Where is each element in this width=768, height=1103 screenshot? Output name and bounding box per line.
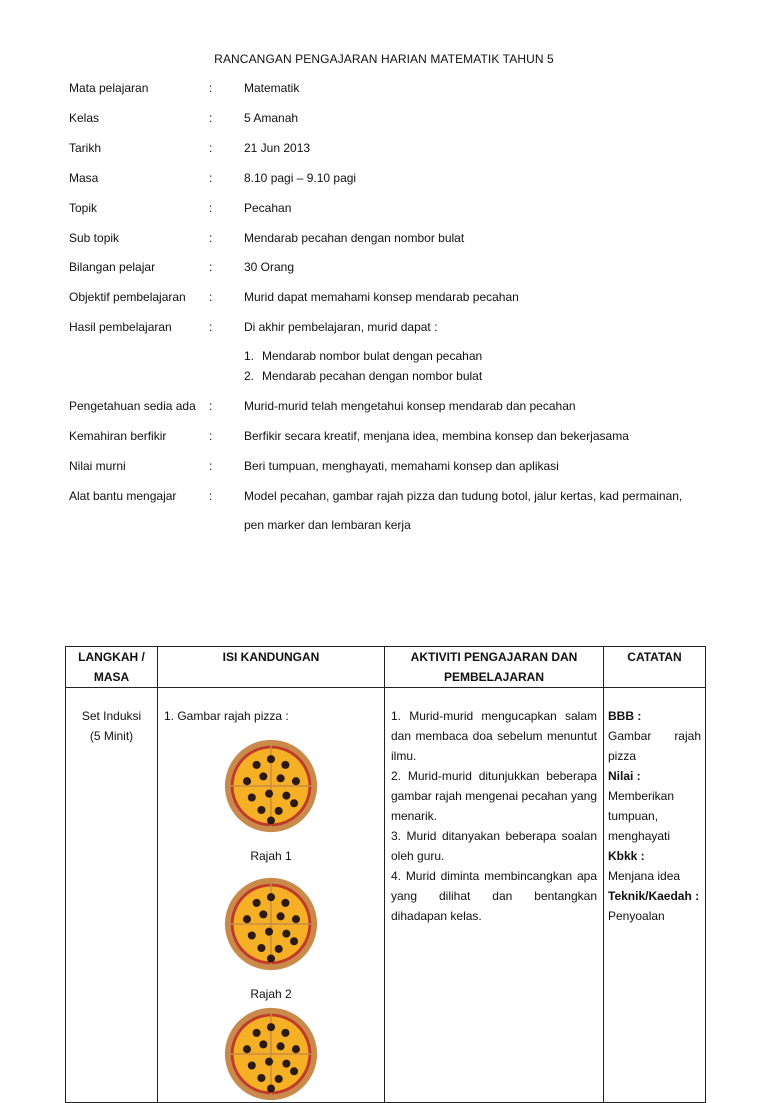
activity-item: 4. Murid diminta membincangkan apa yang dilihat dan bentangkan dihadapan kelas. — [391, 869, 597, 923]
hasil-list — [244, 347, 482, 387]
rajah-2-caption: Rajah 2 — [250, 987, 292, 1001]
info-row — [0, 139, 768, 157]
info-value: Murid-murid telah mengetahui konsep mendarab dan pecahan — [244, 399, 576, 413]
info-value: Beri tumpuan, menghayati, memahami konsep dan aplikasi — [244, 459, 559, 473]
alat-continuation-row — [0, 516, 768, 534]
info-colon: : — [209, 260, 213, 274]
info-value: 21 Jun 2013 — [244, 141, 311, 155]
info-row — [0, 229, 768, 247]
info-row — [0, 457, 768, 475]
activity-item: 3. Murid ditanyakan beberapa soalan oleh guru. — [391, 829, 597, 863]
info-row — [0, 318, 768, 336]
info-label: Alat bantu mengajar — [69, 489, 177, 503]
cell-activity — [385, 688, 604, 1103]
info-colon: : — [209, 111, 213, 125]
header-langkah: LANGKAH / MASA — [66, 647, 158, 688]
info-value: Di akhir pembelajaran, murid dapat : — [244, 320, 438, 334]
note-bbb-value: Gambar rajah — [608, 729, 701, 743]
rajah-1-caption: Rajah 1 — [250, 849, 292, 863]
info-value: Berfikir secara kreatif, menjana idea, membina konsep dan bekerjasama — [244, 429, 629, 443]
info-row — [0, 79, 768, 97]
info-row — [0, 258, 768, 276]
note-bbb-key: BBB : — [608, 709, 642, 723]
info-value: Model pecahan, gambar rajah pizza dan tudung botol, jalur kertas, kad permainan, — [244, 489, 683, 503]
list-item: 1. Mendarab nombor bulat dengan pecahan — [244, 349, 483, 363]
note-nilai-key: Nilai : — [608, 769, 641, 783]
info-row — [0, 397, 768, 415]
table-header-row — [66, 647, 706, 688]
info-colon: : — [209, 399, 213, 413]
table-row — [66, 688, 706, 1103]
info-value: 8.10 pagi – 9.10 pagi — [244, 171, 357, 185]
activity-item: 2. Murid-murid ditunjukkan beberapa gambar rajah mengenai pecahan yang menarik. — [391, 769, 597, 823]
info-label: Mata pelajaran — [69, 81, 149, 95]
info-colon: : — [209, 171, 213, 185]
info-row — [0, 109, 768, 127]
alat-continuation: pen marker dan lembaran kerja — [244, 518, 411, 532]
info-label: Nilai murni — [69, 459, 126, 473]
info-value: 30 Orang — [244, 260, 295, 274]
info-row — [0, 169, 768, 187]
info-value: Pecahan — [244, 201, 292, 215]
info-colon: : — [209, 489, 213, 503]
info-value: Mendarab pecahan dengan nombor bulat — [244, 231, 465, 245]
info-row — [0, 487, 768, 505]
pizza-figure-1 — [164, 738, 378, 834]
pizza-image-2 — [223, 876, 319, 972]
header-catatan: CATATAN — [604, 647, 706, 688]
header-aktiviti: AKTIVITI PENGAJARAN DAN PEMBELAJARAN — [385, 647, 604, 688]
note-kbkk-key: Kbkk : — [608, 849, 645, 863]
cell-content — [158, 688, 385, 1103]
page-title: RANCANGAN PENGAJARAN HARIAN MATEMATIK TAHUN 5 — [214, 52, 554, 66]
info-row — [0, 199, 768, 217]
info-label: Topik — [69, 201, 98, 215]
pizza-image-3 — [223, 1006, 319, 1102]
info-colon: : — [209, 201, 213, 215]
info-value: Matematik — [244, 81, 300, 95]
list-item: 2. Mendarab pecahan dengan nombor bulat — [244, 369, 483, 383]
info-label: Sub topik — [69, 231, 120, 245]
info-row — [0, 427, 768, 445]
pizza-figure-2 — [164, 876, 378, 972]
info-value: 5 Amanah — [244, 111, 299, 125]
info-row — [0, 288, 768, 306]
info-colon: : — [209, 459, 213, 473]
info-label: Bilangan pelajar — [69, 260, 156, 274]
info-label: Hasil pembelajaran — [69, 320, 172, 334]
info-label: Masa — [69, 171, 99, 185]
info-colon: : — [209, 81, 213, 95]
info-label: Tarikh — [69, 141, 102, 155]
activity-item: 1. Murid-murid mengucapkan salam dan membaca doa sebelum menuntut ilmu. — [391, 709, 597, 763]
info-colon: : — [209, 141, 213, 155]
info-label: Pengetahuan sedia ada — [69, 399, 196, 413]
info-colon: : — [209, 231, 213, 245]
cell-note: BBB : Gambar rajah pizza Nilai : Memberikan tumpuan, menghayati Kbkk : Menjana idea Teknik/Kaedah : Penyoalan — [604, 688, 706, 1103]
note-teknik-key: Teknik/Kaedah : — [608, 889, 700, 903]
content-heading: 1. Gambar rajah pizza : — [164, 709, 289, 723]
lesson-plan-table — [65, 646, 706, 1103]
info-colon: : — [209, 290, 213, 304]
info-label: Kemahiran berfikir — [69, 429, 167, 443]
info-colon: : — [209, 429, 213, 443]
info-colon: : — [209, 320, 213, 334]
pizza-image-1 — [223, 738, 319, 834]
header-isi-kandungan: ISI KANDUNGAN — [158, 647, 385, 688]
pizza-figure-3 — [164, 1006, 378, 1102]
info-label: Objektif pembelajaran — [69, 290, 186, 304]
info-value: Murid dapat memahami konsep mendarab pecahan — [244, 290, 519, 304]
info-label: Kelas — [69, 111, 100, 125]
cell-step: Set Induksi (5 Minit) — [66, 688, 158, 1103]
